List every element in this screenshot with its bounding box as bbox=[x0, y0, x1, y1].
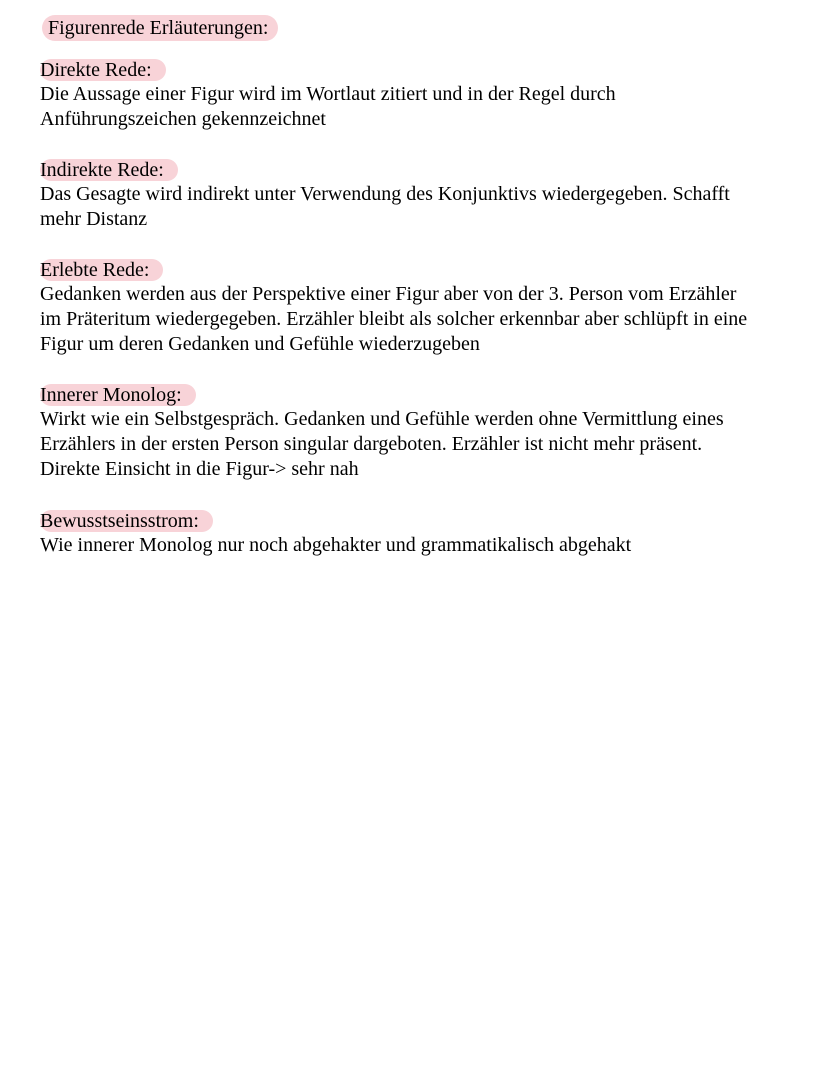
section-erlebte-rede bbox=[40, 259, 820, 357]
body-line: Erzählers in der ersten Person singular dargeboten. Erzähler ist nicht mehr präsent. bbox=[40, 433, 703, 455]
body-line: im Präteritum wiedergegeben. Erzähler bleibt als solcher erkennbar aber schlüpft in eine bbox=[40, 308, 748, 330]
body-line: Figur um deren Gedanken und Gefühle wiederzugeben bbox=[40, 333, 480, 355]
section-heading: Direkte Rede: bbox=[40, 59, 166, 81]
body-line: Direkte Einsicht in die Figur-> sehr nah bbox=[40, 458, 359, 480]
document-title: Figurenrede Erläuterungen: bbox=[42, 15, 278, 41]
body-line: Anführungszeichen gekennzeichnet bbox=[40, 108, 326, 130]
section-innerer-monolog bbox=[40, 384, 820, 482]
body-line: Wirkt wie ein Selbstgespräch. Gedanken und Gefühle werden ohne Vermittlung eines bbox=[40, 408, 724, 430]
section-body bbox=[40, 282, 820, 357]
body-line: Wie innerer Monolog nur noch abgehakter und grammatikalisch abgehakt bbox=[40, 534, 632, 556]
section-indirekte-rede bbox=[40, 159, 820, 232]
body-line: Das Gesagte wird indirekt unter Verwendung des Konjunktivs wiedergegeben. Schafft bbox=[40, 183, 730, 205]
section-body bbox=[40, 407, 820, 482]
section-heading: Innerer Monolog: bbox=[40, 384, 196, 406]
body-line: mehr Distanz bbox=[40, 208, 148, 230]
section-bewusstseinsstrom bbox=[40, 510, 820, 558]
body-line: Die Aussage einer Figur wird im Wortlaut zitiert und in der Regel durch bbox=[40, 83, 616, 105]
section-direkte-rede bbox=[40, 59, 820, 132]
section-body bbox=[40, 533, 820, 558]
section-body bbox=[40, 182, 820, 232]
section-body bbox=[40, 82, 820, 132]
section-heading: Bewusstseinsstrom: bbox=[40, 510, 213, 532]
section-heading: Indirekte Rede: bbox=[40, 159, 178, 181]
section-heading: Erlebte Rede: bbox=[40, 259, 163, 281]
body-line: Gedanken werden aus der Perspektive einer Figur aber von der 3. Person vom Erzähler bbox=[40, 283, 737, 305]
